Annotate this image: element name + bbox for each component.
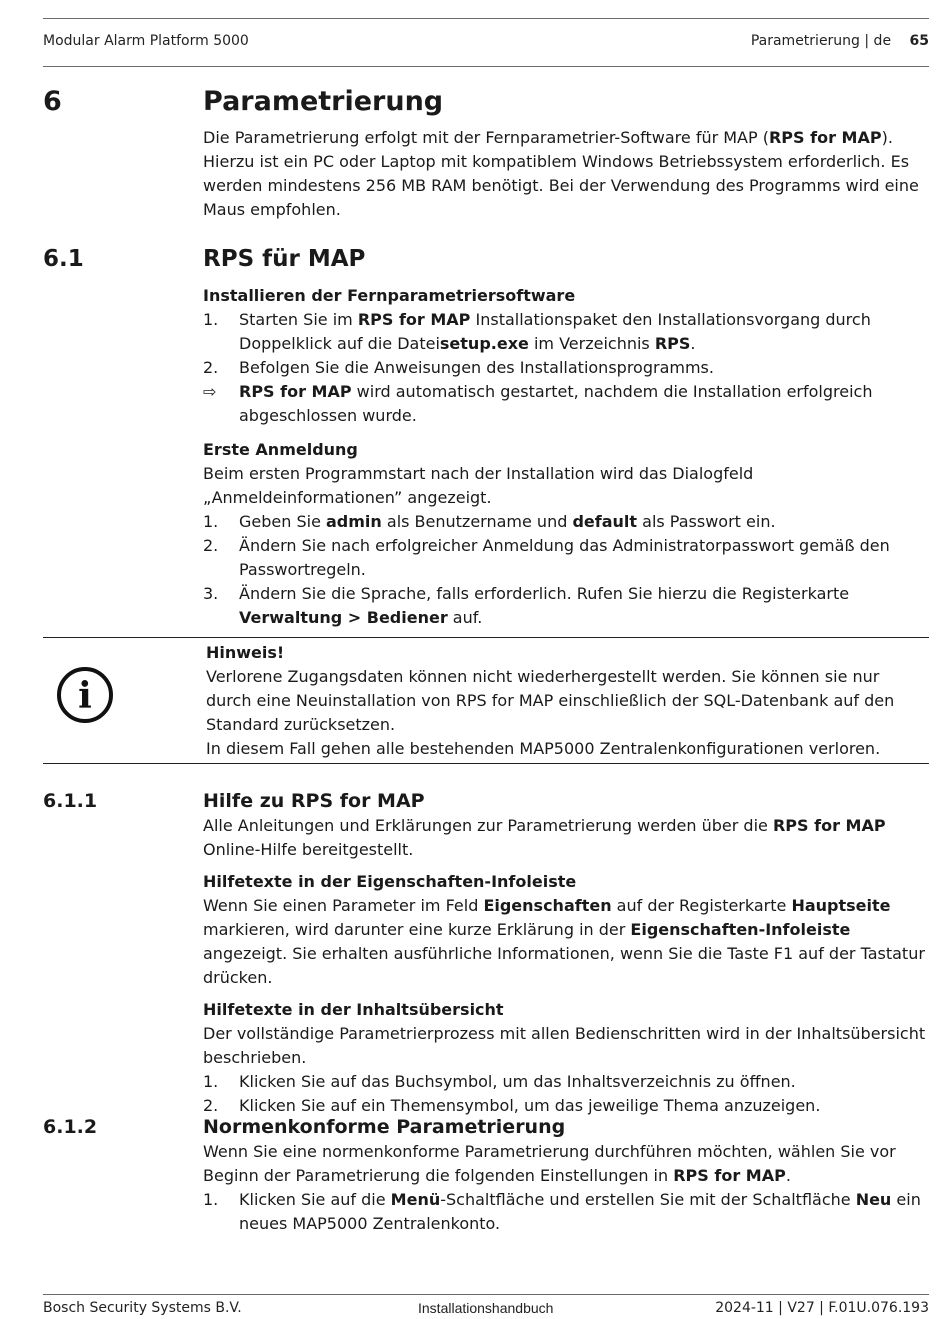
footer-version: 2024-11 | V27 | F.01U.076.193 <box>715 1300 929 1316</box>
step-text-b: Menü <box>390 1190 441 1209</box>
help-intro <box>203 814 929 862</box>
step-text-a: Starten Sie im <box>239 310 358 329</box>
step-text-b: Verwaltung > Bediener <box>239 608 448 627</box>
login-intro: Beim ersten Programmstart nach der Installation wird das Dialogfeld „Anmeldeinformationen” angezeigt. <box>203 464 754 507</box>
step-text-c: -Schaltfläche und erstellen Sie mit der Schaltfläche <box>440 1190 856 1209</box>
step-number: 1. <box>203 310 219 329</box>
props-paragraph <box>203 894 929 990</box>
step-text: Klicken Sie auf ein Themensymbol, um das jeweilige Thema anzuzeigen. <box>239 1096 821 1115</box>
props-text-d: Hauptseite <box>791 896 891 915</box>
notice-bottom-rule <box>43 763 929 764</box>
norm-intro-a: Wenn Sie eine normenkonforme Parametrierung durchführen möchten, wählen Sie vor Beginn der Parametrierung die folgenden Einstellungen in <box>203 1142 896 1185</box>
header-section <box>751 33 929 49</box>
toc-step-2 <box>203 1094 929 1118</box>
footer-rule <box>43 1294 929 1295</box>
step-number: 1. <box>203 1072 219 1091</box>
help-intro-b: RPS for MAP <box>772 816 886 835</box>
login-step-2 <box>203 534 929 582</box>
install-result <box>203 380 929 428</box>
step-text-d: setup.exe <box>439 334 529 353</box>
section-6-1-2-title: Normenkonforme Parametrierung <box>203 1116 566 1138</box>
norm-intro-c: . <box>785 1166 791 1185</box>
toc-heading: Hilfetexte in der Inhaltsübersicht <box>203 1000 504 1019</box>
result-text-b: wird automatisch gestartet, nachdem die Installation erfolgreich abgeschlossen wurde. <box>239 382 873 425</box>
notice-box <box>206 641 926 761</box>
step-number: 2. <box>203 358 219 377</box>
section-6-title: Parametrierung <box>203 86 444 117</box>
step-text-g: . <box>690 334 696 353</box>
page-number: 65 <box>909 33 929 49</box>
props-heading: Hilfetexte in der Eigenschaften-Infoleiste <box>203 872 577 891</box>
footer-doc-title: Installationshandbuch <box>418 1300 554 1316</box>
help-intro-a: Alle Anleitungen und Erklärungen zur Parametrierung werden über die <box>203 816 773 835</box>
login-step-3 <box>203 582 929 630</box>
result-text-a: RPS for MAP <box>239 382 352 401</box>
info-icon <box>57 667 113 723</box>
props-text-g: angezeigt. Sie erhalten ausführliche Informationen, wenn Sie die Taste F1 auf der Tastatur drücken. <box>203 944 925 987</box>
intro-text-b: RPS for MAP <box>768 128 882 147</box>
notice-text-1: Verlorene Zugangsdaten können nicht wiederhergestellt werden. Sie können sie nur durch eine Neuinstallation von RPS for MAP einschließlich der SQL-Datenbank auf den Standard zurücksetzen. <box>206 667 895 734</box>
notice-top-rule <box>43 637 929 638</box>
toc-intro: Der vollständige Parametrierprozess mit allen Bedienschritten wird in der Inhaltsübersicht beschrieben. <box>203 1024 926 1067</box>
step-text-e: ein neues MAP5000 Zentralenkonto. <box>239 1190 921 1233</box>
step-text: Befolgen Sie die Anweisungen des Installationsprogramms. <box>239 358 714 377</box>
step-text-c: als Benutzername und <box>381 512 573 531</box>
step-text: Ändern Sie nach erfolgreicher Anmeldung das Administratorpasswort gemäß den Passwortregeln. <box>239 536 890 579</box>
step-text-a: Ändern Sie die Sprache, falls erforderlich. Rufen Sie hierzu die Registerkarte <box>239 584 850 603</box>
notice-text-2: In diesem Fall gehen alle bestehenden MAP5000 Zentralenkonfigurationen verloren. <box>206 739 881 758</box>
step-number: 2. <box>203 1096 219 1115</box>
intro-paragraph <box>203 126 929 222</box>
help-intro-c: Online-Hilfe bereitgestellt. <box>203 840 414 859</box>
section-6-1-body <box>203 284 929 630</box>
header-bottom-rule <box>43 66 929 67</box>
step-text-b: admin <box>326 512 382 531</box>
step-text-b: RPS for MAP <box>357 310 471 329</box>
props-text-b: Eigenschaften <box>483 896 612 915</box>
info-icon-glyph: i <box>78 675 92 717</box>
norm-step-1 <box>203 1188 929 1236</box>
install-step-2 <box>203 356 929 380</box>
section-6-1-1-body <box>203 814 929 1118</box>
props-text-c: auf der Registerkarte <box>611 896 792 915</box>
section-6-1-title: RPS für MAP <box>203 246 366 272</box>
step-number: 1. <box>203 1190 219 1209</box>
step-text-c: Installationspaket den Installationsvorgang durch Doppelklick auf die Datei <box>239 310 871 353</box>
step-text-c: auf. <box>447 608 483 627</box>
toc-step-1 <box>203 1070 929 1094</box>
step-number: 2. <box>203 536 219 555</box>
install-heading: Installieren der Fernparametriersoftware <box>203 286 576 305</box>
step-number: 3. <box>203 584 219 603</box>
header-top-rule <box>43 18 929 19</box>
section-6-1-1-title: Hilfe zu RPS for MAP <box>203 790 425 812</box>
section-6-1-1-number: 6.1.1 <box>43 790 98 812</box>
install-step-1 <box>203 308 929 356</box>
props-text-a: Wenn Sie einen Parameter im Feld <box>203 896 484 915</box>
section-6-number: 6 <box>43 86 62 117</box>
section-6-intro <box>203 126 929 222</box>
footer-company: Bosch Security Systems B.V. <box>43 1300 242 1316</box>
step-text-d: Neu <box>855 1190 892 1209</box>
step-text-d: default <box>572 512 638 531</box>
props-text-f: Eigenschaften-Infoleiste <box>630 920 851 939</box>
result-arrow-icon: ⇨ <box>203 382 217 401</box>
step-number: 1. <box>203 512 219 531</box>
step-text-e: als Passwort ein. <box>637 512 776 531</box>
norm-intro <box>203 1140 929 1188</box>
step-text-e: im Verzeichnis <box>528 334 655 353</box>
section-6-1-number: 6.1 <box>43 246 84 272</box>
step-text-a: Klicken Sie auf die <box>239 1190 391 1209</box>
norm-intro-b: RPS for MAP <box>673 1166 786 1185</box>
header-section-label: Parametrierung | de <box>750 33 892 49</box>
header-product: Modular Alarm Platform 5000 <box>43 33 249 49</box>
notice-title: Hinweis! <box>206 643 285 662</box>
step-text: Klicken Sie auf das Buchsymbol, um das Inhaltsverzeichnis zu öffnen. <box>239 1072 796 1091</box>
intro-text-a: Die Parametrierung erfolgt mit der Fernparametrier-Software für MAP ( <box>203 128 769 147</box>
section-6-1-2-number: 6.1.2 <box>43 1116 98 1138</box>
props-text-e: markieren, wird darunter eine kurze Erklärung in der <box>203 920 631 939</box>
section-6-1-2-body <box>203 1140 929 1236</box>
intro-text-c: ). Hierzu ist ein PC oder Laptop mit kompatiblem Windows Betriebssystem erforderlich. Es werden mindestens 256 MB RAM benötigt. Bei der Verwendung des Programms wird eine Maus empfohlen. <box>203 128 919 219</box>
step-text-f: RPS <box>654 334 691 353</box>
login-heading: Erste Anmeldung <box>203 440 358 459</box>
login-step-1 <box>203 510 929 534</box>
step-text-a: Geben Sie <box>239 512 326 531</box>
